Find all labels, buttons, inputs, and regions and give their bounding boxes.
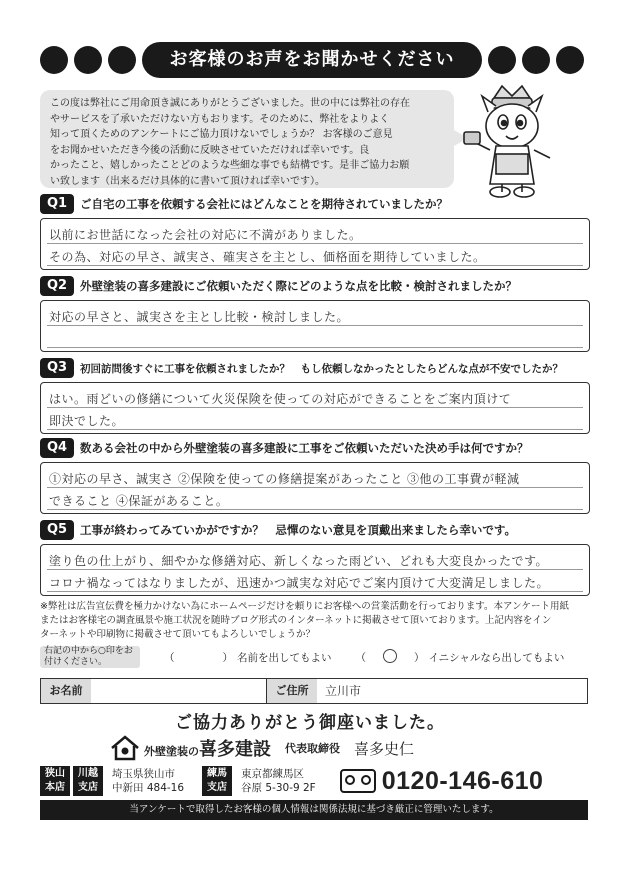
address-label: ご住所 (267, 679, 317, 703)
question-badge: Q5 (40, 520, 74, 540)
answer-line: コロナ禍なってはなりましたが、迅速かつ誠実な対応でご案内頂けて大変満足しました。 (49, 576, 550, 590)
company-row (110, 734, 414, 762)
company-name-main: 喜多建設 (199, 739, 271, 760)
answer-line: 即決でした。 (49, 414, 125, 428)
intro-line: かったこと、嬉しかったことどのような些細な事でも結構です。是非ご協力お願 (50, 160, 410, 171)
question-4 (40, 436, 590, 514)
answer-box[interactable] (40, 300, 590, 352)
answer-line: 対応の早さと、誠実さを主とし比較・検討しました。 (49, 310, 350, 324)
question-text: 工事が終わってみていかがですか？ 忌憚のない意見を頂戴出来ましたら幸いです。 (80, 523, 516, 537)
answer-line: ①対応の早さ、誠実さ ②保険を使っての修繕提案があったこと ③他の工事費が軽減 (49, 472, 520, 486)
phone-block[interactable] (340, 767, 544, 796)
question-text: 数ある会社の中から外壁塗装の喜多建設に工事をご依頼いただいた決め手は何ですか？ (80, 441, 529, 455)
question-badge: Q3 (40, 358, 74, 378)
notice-line: またはお客様宅の調査風景や施工状況を随時ブログ形式のインターネットに掲載させて頂いております。上記内容をイン (40, 615, 552, 626)
question-3 (40, 356, 590, 434)
answer-line: その為、対応の早さ、誠実さ、確実さを主とし、価格面を期待していました。 (49, 250, 486, 264)
cat-mascot-icon (462, 84, 570, 204)
name-field[interactable] (91, 679, 267, 703)
page-title: お客様のお声をお聞かせください (142, 42, 482, 78)
branch-badge-sayama: 狭山 本店 (40, 766, 70, 796)
question-1 (40, 192, 590, 270)
intro-line: やサービスを了承いただけない方もおります。そのために、弊社をよりよく (50, 113, 390, 125)
intro-text (40, 90, 454, 188)
answer-line: はい。雨どいの修繕について火災保険を使っての対応ができることをご案内頂けて (49, 392, 512, 406)
name-label: お名前 (41, 679, 91, 703)
answer-box[interactable] (40, 544, 590, 596)
question-text: 初回訪問後すぐに工事を依頼されましたか？ もし依頼しなかったとしたらどんな点が不安でしたか？ (80, 362, 563, 375)
privacy-footer: 当アンケートで取得したお客様の個人情報は関係法規に基づき厳正に管理いたします。 (40, 800, 588, 820)
question-5 (40, 518, 590, 596)
address-field[interactable]: 立川市 (325, 684, 362, 698)
company-prefix: 外壁塗装の (144, 745, 199, 758)
decor-dots-left (40, 46, 136, 74)
notice-line: ターネットや印刷物に掲載させて頂いてもよろしいでしょうか？ (40, 629, 316, 640)
branch-badge-nerima: 練馬 支店 (202, 766, 232, 796)
house-logo-icon (110, 735, 140, 761)
consent-option-label: イニシャルなら出してもよい (428, 651, 565, 664)
answer-line: 塗り色の仕上がり、細やかな修繕対応、新しくなった雨どい、どれも大変良かったです。 (49, 554, 549, 568)
consent-option-initial[interactable]: （ ） イニシャルなら出してもよい (356, 649, 565, 666)
intro-line: い致します（出来るだけ具体的に書いて頂ければ幸いです）。 (50, 175, 325, 187)
answer-line: できること ④保証があること。 (49, 494, 229, 508)
intro-line: この度は弊社にご用命頂き誠にありがとうございました。世の中には弊社の存在 (50, 98, 410, 109)
consent-option-label: 名前を出してもよい (237, 651, 332, 664)
branches-row (40, 766, 588, 796)
consent-option-name[interactable]: （ ） 名前を出してもよい (164, 651, 332, 664)
intro-line: 知って頂くためのアンケートにご協力頂けないでしょうか？ お客様のご意見 (50, 129, 393, 140)
question-badge: Q2 (40, 276, 74, 296)
answer-box[interactable] (40, 218, 590, 270)
consent-row (40, 646, 588, 668)
rep-signature: 喜多史仁 (354, 739, 415, 758)
answer-box[interactable] (40, 462, 590, 514)
branch-badge-kawagoe: 川越 支店 (73, 766, 103, 796)
rep-title: 代表取締役 (285, 742, 340, 755)
question-2 (40, 274, 590, 352)
question-text: 外壁塗装の喜多建設にご依頼いただく際にどのような点を比較・検討されましたか？ (80, 279, 517, 293)
question-badge: Q1 (40, 194, 74, 214)
phone-number[interactable]: 0120-146-610 (381, 766, 544, 795)
answer-line: 以前にお世話になった会社の対応に不満がありました。 (49, 228, 362, 242)
thanks-message: ご協力ありがとう御座いました。 (175, 713, 445, 733)
question-badge: Q4 (40, 438, 74, 458)
notice-line: ※弊社は広告宣伝費を極力かけない為にホームページだけを頼りにお客様への営業活動を行っております。本アンケート用紙 (40, 601, 569, 612)
decor-dots-right (488, 46, 584, 74)
branch-address: 東京都練馬区 谷原 5-30-9 2F (241, 768, 316, 794)
publication-notice (40, 600, 588, 642)
consent-label: 右記の中から○印をお付けください。 (40, 646, 140, 668)
title-bar (40, 42, 584, 80)
company-name (144, 735, 271, 761)
name-address-row (40, 678, 588, 704)
question-text: ご自宅の工事を依頼する会社にはどんなことを期待されていましたか？ (80, 197, 448, 211)
free-dial-icon (340, 769, 376, 793)
answer-box[interactable] (40, 382, 590, 434)
branch-address: 埼玉県狭山市 中新田 484-16 (112, 768, 185, 794)
intro-line: をお聞かせいただき今後の活動に反映させていただければ幸いです。良 (50, 144, 370, 156)
selected-circle-icon (383, 649, 397, 663)
